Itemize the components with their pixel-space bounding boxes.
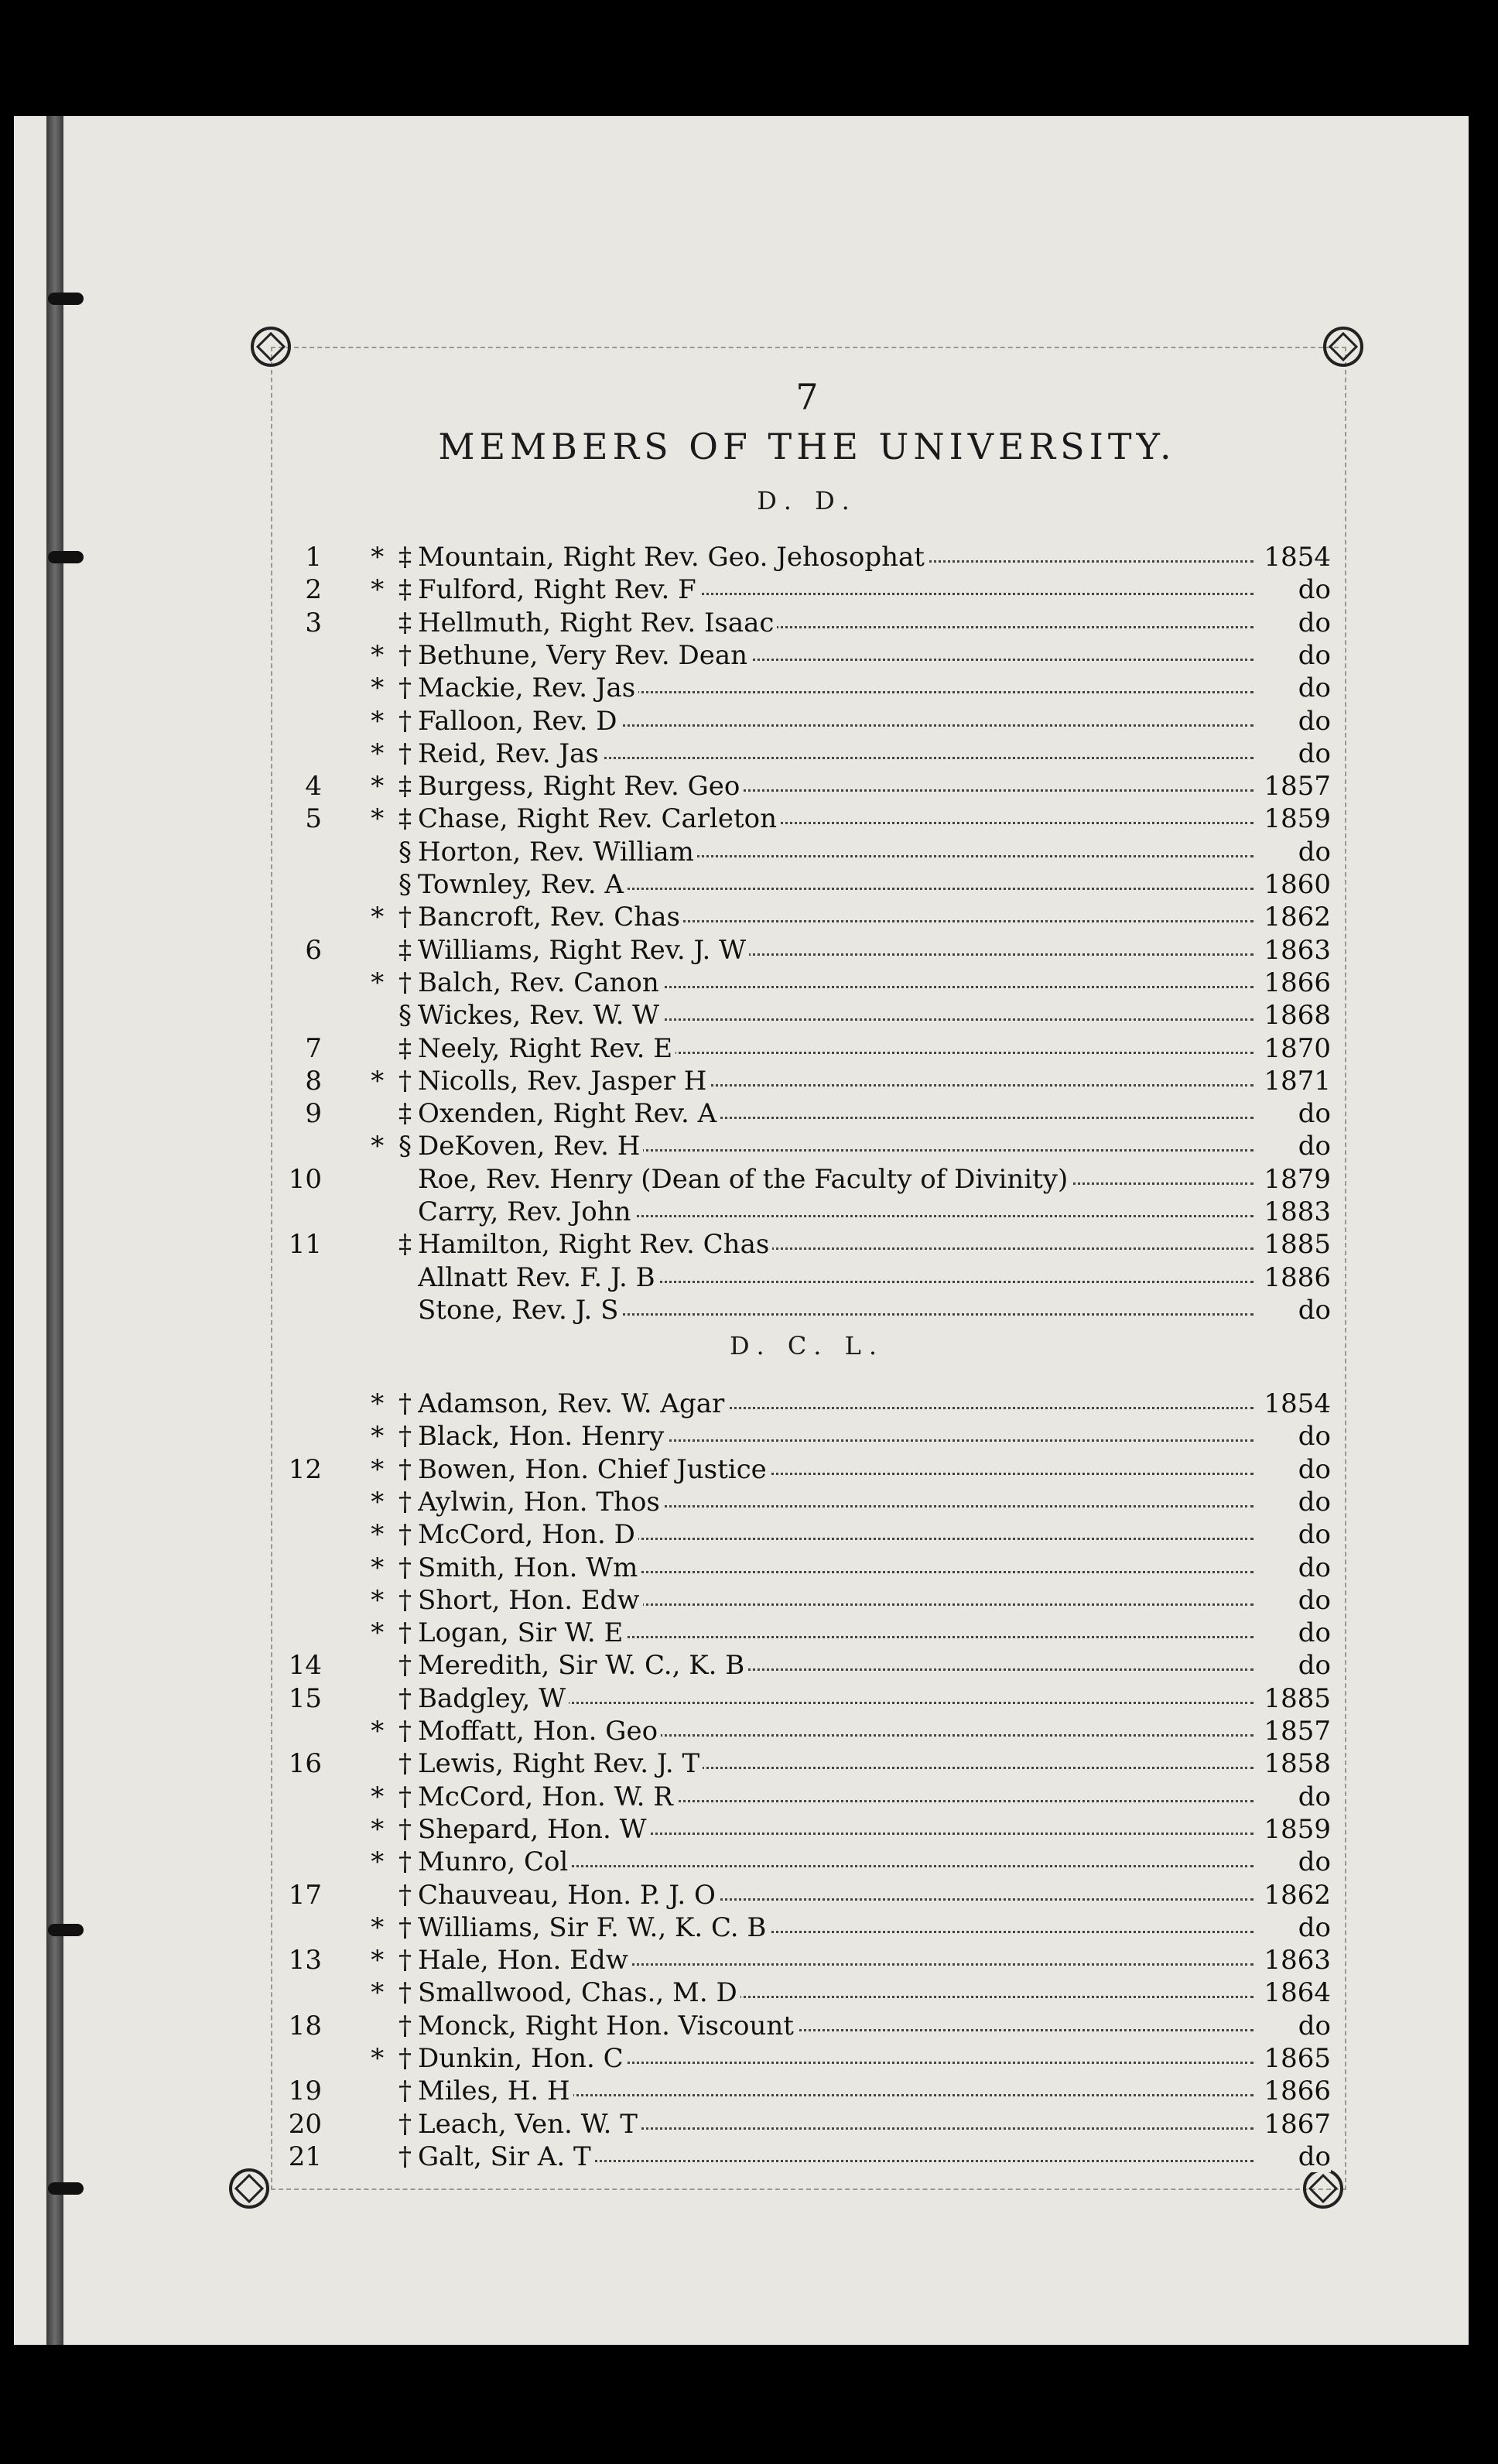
entry-name-text: Hellmuth, Right Rev. Isaac [418,607,777,638]
entry-name-text: Adamson, Rev. W. Agar [418,1388,727,1419]
entry-number: 18 [288,2010,322,2041]
entry-year: do [1257,1585,1331,1616]
entry-year: 1885 [1257,1683,1331,1714]
entry-name-text: Miles, H. H [418,2076,573,2106]
entry-year: 1854 [1257,1388,1331,1419]
entry-mark: † [398,2141,415,2172]
entry-number: 14 [288,1650,322,1682]
entry-year: do [1257,607,1331,638]
entry-name [418,1977,1331,2008]
list-item [263,706,1331,738]
entry-mark: * † [371,672,415,704]
entry-year: 1870 [1257,1033,1331,1064]
list-item [263,869,1331,902]
entry-year: 1858 [1257,1748,1331,1779]
entry-year: do [1257,574,1331,605]
list-item [263,1880,1331,1912]
list-item [263,1814,1331,1846]
entry-name [418,1487,1331,1518]
entry-name-text: Roe, Rev. Henry (Dean of the Faculty of Divinity) [418,1164,1071,1195]
entry-year: do [1257,1454,1331,1485]
entry-year: do [1257,1617,1331,1648]
entry-name [418,1098,1331,1129]
entry-mark: † [398,1748,415,1780]
entry-name-text: Meredith, Sir W. C., K. B [418,1650,747,1681]
entry-name-text: Bowen, Hon. Chief Justice [418,1454,770,1485]
entry-year: do [1257,1912,1331,1943]
entry-name-text: Short, Hon. Edw [418,1585,643,1616]
entry-name-text: Galt, Sir A. T [418,2141,594,2172]
entry-name [418,542,1331,573]
entry-name [418,1066,1331,1097]
entry-mark: † [398,2108,415,2140]
entry-name-text: Moffatt, Hon. Geo [418,1716,661,1747]
entry-number: 15 [288,1682,322,1714]
entry-name [418,1000,1331,1031]
list-item [263,1164,1331,1196]
entry-name-text: Burgess, Right Rev. Geo [418,771,743,802]
entry-mark: * † [371,1781,415,1812]
entry-number: 9 [305,1098,322,1130]
list-item [263,2043,1331,2076]
entry-mark: * † [371,737,415,769]
list-item [263,1000,1331,1032]
entry-number: 8 [305,1065,322,1097]
entry-mark: ‡ [398,607,415,638]
entry-name-text: Badgley, W [418,1683,569,1714]
entry-name-text: Bethune, Very Rev. Dean [418,640,751,671]
entry-name [418,738,1331,769]
entry-year: 1854 [1257,542,1331,573]
list-item [263,1262,1331,1295]
corner-ornament-icon [249,325,292,368]
entry-year: 1879 [1257,1164,1331,1195]
entry-name-text: Shepard, Hon. W [418,1814,650,1845]
entry-number: 19 [288,2076,322,2107]
entry-year: 1859 [1257,1814,1331,1845]
list-item [263,672,1331,705]
corner-ornament-icon [1322,325,1365,368]
entry-year: do [1257,1650,1331,1681]
entry-year: 1865 [1257,2043,1331,2074]
entry-number: 20 [288,2108,322,2140]
entry-name [418,1262,1331,1293]
entry-year: do [1257,2011,1331,2041]
list-item [263,1716,1331,1748]
entry-year: do [1257,1098,1331,1129]
entry-mark: * ‡ [371,542,415,573]
list-item [263,935,1331,967]
list-item [263,1388,1331,1421]
entry-year: 1866 [1257,967,1331,998]
entry-year: do [1257,837,1331,868]
entry-name-text: Balch, Rev. Canon [418,967,662,998]
entry-name-text: Hale, Hon. Edw [418,1945,631,1976]
list-item [263,1617,1331,1650]
entry-mark: * † [371,1421,415,1453]
list-item [263,1585,1331,1617]
entry-name [418,1650,1331,1681]
entry-mark: † [398,1879,415,1911]
entry-mark: † [398,2010,415,2041]
entry-name [418,2011,1331,2041]
entry-number: 17 [288,1879,322,1911]
book-spine [46,116,63,2345]
entry-name [418,1295,1331,1326]
entry-mark: * † [371,1552,415,1583]
entry-name-text: Smith, Hon. Wm [418,1552,641,1583]
list-item [263,2011,1331,2043]
entry-year: 1862 [1257,1880,1331,1911]
entry-mark: * † [371,1813,415,1845]
entry-mark: * † [371,1519,415,1551]
list-item [263,542,1331,574]
entry-name-text: Chase, Right Rev. Carleton [418,803,780,834]
entry-name-text: Black, Hon. Henry [418,1421,667,1452]
entry-year: do [1257,1781,1331,1812]
entry-name [418,1748,1331,1779]
entry-number: 13 [288,1945,322,1976]
entry-name-text: Chauveau, Hon. P. J. O [418,1880,719,1911]
entry-name-text: Carry, Rev. John [418,1196,634,1227]
entry-name [418,706,1331,737]
entry-mark: ‡ [398,1032,415,1064]
entry-mark: * † [371,1486,415,1518]
list-item [263,1519,1331,1552]
entry-name [418,869,1331,900]
entry-name-text: Allnatt Rev. F. J. B [418,1262,658,1293]
entry-year: 1857 [1257,771,1331,802]
section-heading: D. D. [757,486,857,515]
entry-name [418,607,1331,638]
entry-name [418,935,1331,966]
entry-name [418,1846,1331,1877]
entry-number: 1 [305,542,322,573]
entry-name-text: Nicolls, Rev. Jasper H [418,1066,710,1097]
entry-mark: § [398,869,415,900]
entry-name-text: Reid, Rev. Jas [418,738,602,769]
entry-number: 3 [305,607,322,638]
entry-name [418,1388,1331,1419]
entry-name-text: DeKoven, Rev. H [418,1131,643,1162]
section-heading: D. C. L. [730,1331,884,1360]
entry-mark: * † [371,1617,415,1649]
entry-name [418,2141,1331,2172]
entry-year: 1857 [1257,1716,1331,1747]
list-item [263,1781,1331,1814]
list-item [263,2076,1331,2108]
entry-mark: † [398,1650,415,1682]
entry-name-text: Fulford, Right Rev. F [418,574,699,605]
entry-mark: * § [371,1131,415,1162]
entry-number: 5 [305,803,322,835]
entry-year: 1883 [1257,1196,1331,1227]
entry-name-text: Hamilton, Right Rev. Chas [418,1229,772,1260]
entry-name-text: Monck, Right Hon. Viscount [418,2011,797,2041]
entry-year: 1860 [1257,869,1331,900]
list-item [263,574,1331,607]
entry-mark: § [398,836,415,868]
entry-name [418,1131,1331,1162]
entry-name [418,1585,1331,1616]
entry-number: 12 [288,1453,322,1485]
entry-mark: * † [371,1716,415,1747]
entry-name-text: Mountain, Right Rev. Geo. Jehosophat [418,542,928,573]
entry-number: 7 [305,1032,322,1064]
list-item [263,2109,1331,2141]
page-number: 7 [795,376,819,418]
entry-name [418,902,1331,933]
entry-name-text: Horton, Rev. William [418,837,697,868]
entry-name [418,1519,1331,1550]
entry-year: do [1257,1487,1331,1518]
list-item [263,1033,1331,1066]
entry-name [418,1552,1331,1583]
entry-year: do [1257,1421,1331,1452]
entry-year: do [1257,706,1331,737]
entry-mark: * † [371,1584,415,1616]
entry-mark: * ‡ [371,771,415,803]
entry-name [418,1033,1331,1064]
entry-name [418,1164,1331,1195]
list-item [263,1196,1331,1229]
entry-name [418,2043,1331,2074]
entry-name-text: Neely, Right Rev. E [418,1033,675,1064]
entry-year: 1863 [1257,935,1331,966]
entry-year: 1859 [1257,803,1331,834]
list-item [263,1683,1331,1716]
entry-name-text: Oxenden, Right Rev. A [418,1098,720,1129]
entry-mark: * † [371,1388,415,1419]
list-item [263,902,1331,934]
entry-name [418,672,1331,703]
entry-name [418,1945,1331,1976]
entry-number: 4 [305,771,322,803]
entry-name-text: Logan, Sir W. E [418,1617,626,1648]
list-item [263,1295,1331,1327]
entry-name-text: Williams, Sir F. W., K. C. B [418,1912,769,1943]
entry-year: 1862 [1257,902,1331,933]
list-item [263,837,1331,869]
list-item [263,1066,1331,1098]
entry-mark: * † [371,1945,415,1976]
entry-name-text: Smallwood, Chas., M. D [418,1977,740,2008]
page-title: MEMBERS OF THE UNIVERSITY. [438,426,1176,467]
list-item [263,640,1331,672]
entry-number: 11 [288,1229,322,1261]
entry-mark: * † [371,1977,415,2009]
entry-year: do [1257,1295,1331,1326]
list-item [263,803,1331,836]
list-item [263,1421,1331,1453]
entry-mark: * † [371,902,415,933]
entry-year: 1867 [1257,2109,1331,2140]
binding-stitch [48,2182,84,2195]
entry-year: 1886 [1257,1262,1331,1293]
list-item [263,1487,1331,1519]
entry-year: do [1257,1519,1331,1550]
entry-number: 10 [288,1163,322,1195]
entry-year: 1871 [1257,1066,1331,1097]
entry-name-text: Leach, Ven. W. T [418,2109,641,2140]
entry-number: 2 [305,574,322,606]
entry-name [418,574,1331,605]
list-item [263,771,1331,803]
entry-name [418,640,1331,671]
entry-name-text: Aylwin, Hon. Thos [418,1487,663,1518]
entry-mark: * † [371,705,415,737]
list-item [263,1229,1331,1261]
entry-name [418,1196,1331,1227]
entry-year: do [1257,672,1331,703]
list-item [263,1098,1331,1131]
entry-name [418,1814,1331,1845]
entry-year: do [1257,1846,1331,1877]
list-item [263,1912,1331,1945]
entry-mark: * ‡ [371,803,415,835]
entry-mark: * † [371,967,415,998]
entry-year: 1866 [1257,2076,1331,2106]
list-item [263,1945,1331,1977]
entry-year: do [1257,2141,1331,2172]
entry-year: do [1257,640,1331,671]
list-item [263,1650,1331,1682]
entry-year: 1863 [1257,1945,1331,1976]
entry-year: do [1257,1131,1331,1162]
entry-year: do [1257,1552,1331,1583]
entry-year: 1885 [1257,1229,1331,1260]
entry-number: 6 [305,934,322,966]
entry-name [418,1454,1331,1485]
entry-mark: § [398,1000,415,1032]
entry-name [418,1421,1331,1452]
list-item [263,1748,1331,1781]
binding-stitch [48,551,84,563]
entry-name-text: Lewis, Right Rev. J. T [418,1748,703,1779]
entry-mark: † [398,1682,415,1714]
entry-mark: * † [371,1911,415,1943]
list-item [263,2141,1331,2174]
entry-name-text: Williams, Right Rev. J. W [418,935,749,966]
entry-name-text: Dunkin, Hon. C [418,2043,627,2074]
entry-name [418,1880,1331,1911]
list-item [263,1552,1331,1585]
entry-mark: ‡ [398,934,415,966]
list-item [263,738,1331,771]
entry-name [418,2076,1331,2106]
entry-name [418,2109,1331,2140]
list-item [263,1131,1331,1163]
binding-stitch [48,293,84,305]
entry-mark: † [398,2076,415,2107]
entry-name-text: McCord, Hon. D [418,1519,638,1550]
list-item [263,607,1331,640]
entry-name [418,1912,1331,1943]
entry-mark: * ‡ [371,574,415,606]
entry-name-text: Wickes, Rev. W. W [418,1000,662,1031]
entry-name-text: McCord, Hon. W. R [418,1781,676,1812]
entry-name-text: Munro, Col [418,1846,571,1877]
entry-mark: * † [371,1453,415,1485]
list-item [263,1977,1331,2010]
entry-year: 1868 [1257,1000,1331,1031]
entry-mark: * † [371,1846,415,1878]
binding-stitch [48,1924,84,1936]
entry-name [418,771,1331,802]
entry-name [418,1229,1331,1260]
entry-name-text: Bancroft, Rev. Chas [418,902,683,933]
entry-mark: ‡ [398,1229,415,1261]
entry-name [418,1781,1331,1812]
entry-year: 1864 [1257,1977,1331,2008]
entry-mark: * † [371,639,415,671]
entry-name [418,1617,1331,1648]
list-item [263,1454,1331,1487]
entry-name-text: Stone, Rev. J. S [418,1295,621,1326]
list-item [263,967,1331,1000]
entry-mark: * † [371,2043,415,2074]
entry-name [418,837,1331,868]
list-item [263,1846,1331,1879]
entry-name [418,967,1331,998]
entry-mark: * † [371,1065,415,1097]
entry-name-text: Mackie, Rev. Jas [418,672,638,703]
entry-mark: ‡ [398,1098,415,1130]
entry-name [418,803,1331,834]
entry-name-text: Townley, Rev. A [418,869,627,900]
entry-number: 21 [288,2141,322,2172]
entry-name [418,1683,1331,1714]
entry-name [418,1716,1331,1747]
entry-year: do [1257,738,1331,769]
entry-name-text: Falloon, Rev. D [418,706,621,737]
entry-number: 16 [288,1748,322,1780]
